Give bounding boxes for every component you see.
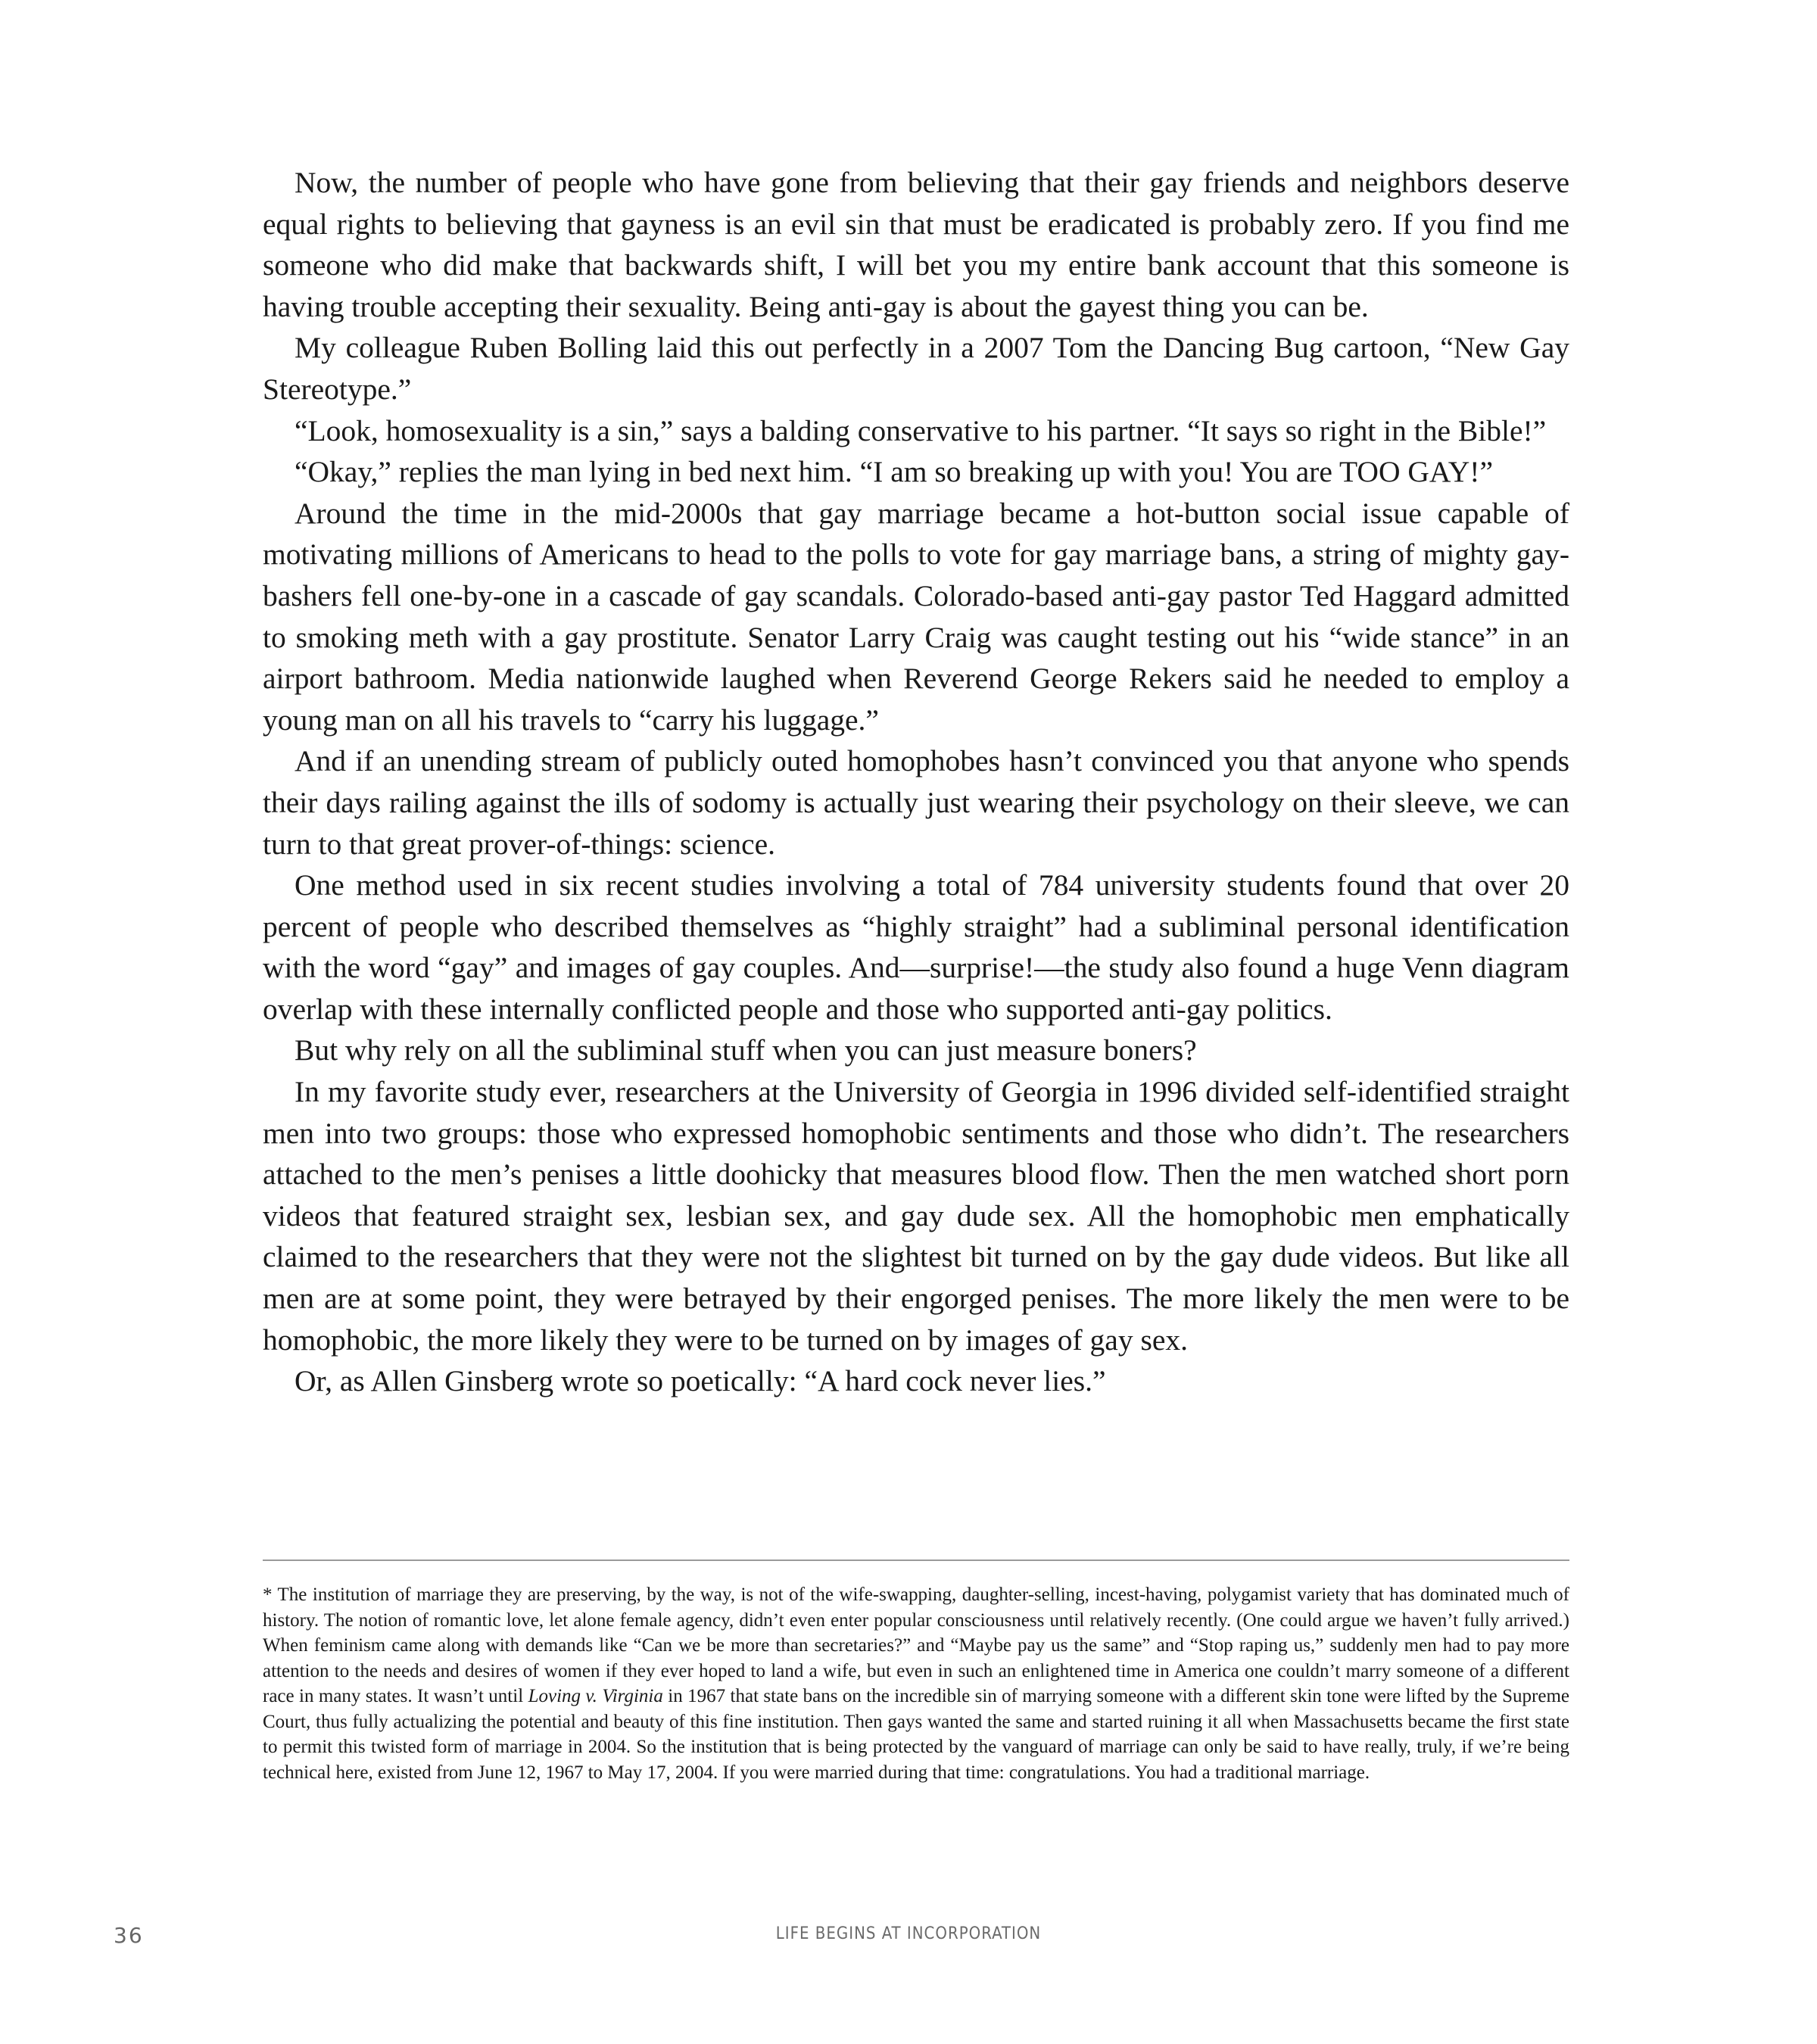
footnote-text: * The institution of marriage they are preserving, by the way, is not of the wife-swapping, daughter-selling, incest-having, polygamist variety that has dominated much of history. The notion of romantic love, let alone female agency, didn’t even enter popular consciousness until relatively recently. (One could argue we haven’t fully arrived.) When feminism came along with demands like “Can we be more than secretaries?” and “Maybe pay us the same” and “Stop raping us,” suddenly men had to pay more attention to the needs and desires of women if they ever hoped to land a wife, but even in such an enlightened time in America one couldn’t marry someone of a different race in many states. It wasn’t until xyxy=(263,1584,1569,1706)
main-text xyxy=(263,162,1569,1402)
footnote xyxy=(263,1582,1569,1785)
running-title: LIFE BEGINS AT INCORPORATION xyxy=(775,1924,1042,1943)
paragraph: Now, the number of people who have gone from believing that their gay friends and neighbors deserve equal rights to believing that gayness is an evil sin that must be eradicated is probably zero. If you find me someone who did make that backwards shift, I will bet you my entire bank account that this someone is having trouble accepting their sexuality. Being anti-gay is about the gayest thing you can be. xyxy=(263,166,1569,323)
paragraph: One method used in six recent studies involving a total of 784 university students found that over 20 percent of people who described themselves as “highly straight” had a subliminal personal identification with the word “gay” and images of gay couples. And—surprise!—the study also found a huge Venn diagram overlap with these internally conflicted people and those who supported anti-gay politics. xyxy=(263,868,1569,1026)
paragraph: Around the time in the mid-2000s that gay marriage became a hot-button social issue capable of motivating millions of Americans to head to the polls to vote for gay marriage bans, a string of mighty gay-bashers fell one-by-one in a cascade of gay scandals. Colorado-based anti-gay pastor Ted Haggard admitted to smoking meth with a gay prostitute. Senator Larry Craig was caught testing out his “wide stance” in an airport bathroom. Media nationwide laughed when Reverend George Rekers said he needed to employ a young man on all his travels to “carry his luggage.” xyxy=(263,496,1569,737)
paragraph: “Look, homosexuality is a sin,” says a balding conservative to his partner. “It says so right in the Bible!” xyxy=(295,413,1547,447)
paragraph: “Okay,” replies the man lying in bed next him. “I am so breaking up with you! You are TOO GAY!” xyxy=(295,455,1493,489)
page-number: 36 xyxy=(114,1923,144,1948)
paragraph: But why rely on all the subliminal stuff when you can just measure boners? xyxy=(295,1033,1197,1067)
footnote-divider xyxy=(263,1559,1569,1561)
paragraph: And if an unending stream of publicly outed homophobes hasn’t convinced you that anyone who spends their days railing against the ills of sodomy is actually just wearing their psychology on their sleeve, we can turn to that great prover-of-things: science. xyxy=(263,744,1569,861)
footnote-case-name: Loving v. Virginia xyxy=(528,1686,663,1706)
paragraph: My colleague Ruben Bolling laid this out perfectly in a 2007 Tom the Dancing Bug cartoon, “New Gay Stereotype.” xyxy=(263,331,1569,406)
footnote-text-continued: in 1967 that state bans on the incredible sin of marrying someone with a different skin tone were lifted by the Supreme Court, thus fully actualizing the potential and beauty of this fine institution. Then gays wanted the same and started ruining it all when Massachusetts became the first state to permit this twisted form of marriage in 2004. So the institution that is being protected by the vanguard of marriage can only be said to have really, truly, if we’re being technical here, existed from June 12, 1967 to May 17, 2004. If you were married during that time: congratulations. You had a traditional marriage. xyxy=(263,1686,1570,1783)
paragraph: Or, as Allen Ginsberg wrote so poetically: “A hard cock never lies.” xyxy=(295,1364,1106,1398)
paragraph: In my favorite study ever, researchers at the University of Georgia in 1996 divided self-identified straight men into two groups: those who expressed homophobic sentiments and those who didn’t. The researchers attached to the men’s penises a little doohicky that measures blood flow. Then the men watched short porn videos that featured straight sex, lesbian sex, and gay dude sex. All the homophobic men emphatically claimed to the researchers that they were not the slightest bit turned on by the gay dude videos. But like all men are at some point, they were betrayed by their engorged penises. The more likely the men were to be homophobic, the more likely they were to be turned on by images of gay sex. xyxy=(263,1075,1569,1357)
